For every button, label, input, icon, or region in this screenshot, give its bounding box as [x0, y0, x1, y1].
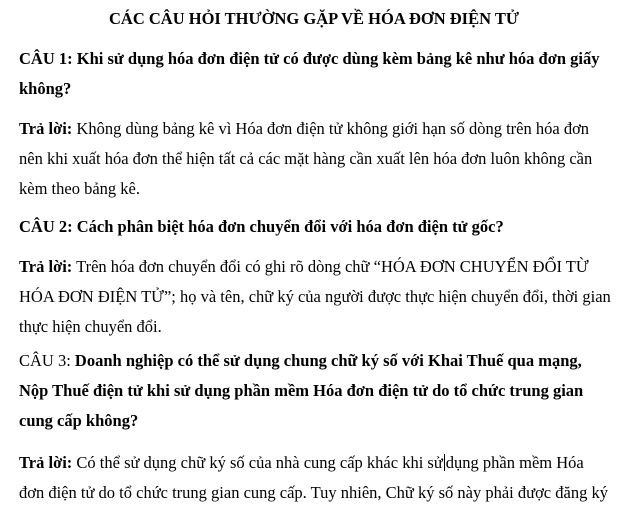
answer-2-line-1: [19, 252, 627, 282]
answer-1-text-1: Không dùng bảng kê vì Hóa đơn điện tử không giới hạn số dòng trên hóa đơn: [72, 119, 590, 138]
answer-2-line-3: thực hiện chuyển đổi.: [19, 317, 162, 336]
question-3-line-1: [19, 346, 627, 376]
question-1-line-2: không?: [19, 79, 72, 98]
answer-2-line-2: HÓA ĐƠN ĐIỆN TỬ”; họ và tên, chữ ký của người được thực hiện chuyển đổi, thời gian: [19, 287, 611, 306]
answer-1-line-1: [19, 114, 627, 144]
question-2: [19, 212, 627, 242]
answer-3-text-1b: dụng phần mềm Hóa: [445, 453, 584, 472]
answer-2-text-1: Trên hóa đơn chuyển đổi có ghi rõ dòng chữ “HÓA ĐƠN CHUYỂN ĐỔI TỪ: [72, 257, 589, 276]
answer-1-line-3: kèm theo bảng kê.: [19, 179, 140, 198]
answer-3: [19, 448, 627, 508]
answer-label: Trả lời:: [19, 453, 73, 472]
question-3: [19, 346, 627, 436]
question-3-prefix: CÂU 3:: [19, 351, 71, 370]
answer-3-text-1a: Có thể sử dụng chữ ký số của nhà cung cấp khác khi sử: [72, 453, 443, 472]
question-3-line-3: cung cấp không?: [19, 411, 139, 430]
answer-3-line-1: [19, 448, 627, 478]
question-3-text-1: Doanh nghiệp có thể sử dụng chung chữ ký số với Khai Thuế qua mạng,: [70, 351, 582, 370]
question-1: [19, 44, 627, 104]
answer-label: Trả lời:: [19, 257, 73, 276]
answer-2: [19, 252, 627, 342]
answer-label: Trả lời:: [19, 119, 73, 138]
question-2-line-1: CÂU 2: Cách phân biệt hóa đơn chuyển đổi với hóa đơn điện tử gốc?: [19, 217, 504, 236]
question-3-line-2: Nộp Thuế điện tử khi sử dụng phần mềm Hóa đơn điện tử do tổ chức trung gian: [19, 381, 584, 400]
answer-1-line-2: nên khi xuất hóa đơn thể hiện tất cả các mặt hàng cần xuất lên hóa đơn luôn không cần: [19, 149, 593, 168]
question-1-line-1: CÂU 1: Khi sử dụng hóa đơn điện tử có được dùng kèm bảng kê như hóa đơn giấy: [19, 49, 600, 68]
document-title: CÁC CÂU HỎI THƯỜNG GẶP VỀ HÓA ĐƠN ĐIỆN TỬ: [109, 9, 519, 28]
text-cursor[interactable]: [444, 454, 445, 471]
answer-1: [19, 114, 627, 204]
answer-3-line-2: đơn điện tử do tổ chức trung gian cung cấp. Tuy nhiên, Chữ ký số này phải được đăng ký: [19, 483, 608, 502]
